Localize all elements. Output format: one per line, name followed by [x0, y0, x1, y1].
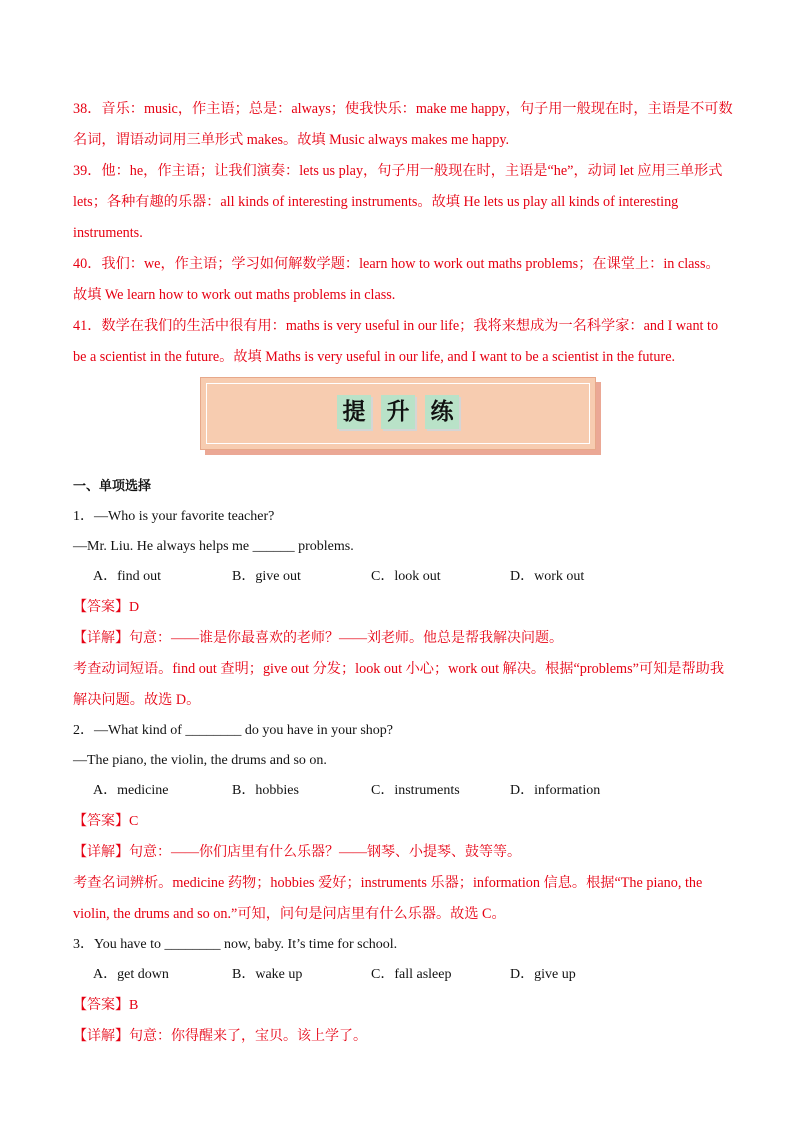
option-d: D．information	[510, 783, 601, 798]
question-line: —Mr. Liu. He always helps me ______ problems.	[73, 539, 354, 554]
explanation-39: 39．他：he，作主语；让我们演奏：lets us play，句子用一般现在时，主语是“he”，动词 let 应用三单形式 lets；各种有趣的乐器：all kinds of interesting instruments。故填 He lets us play all kinds of interesting instruments.	[73, 163, 723, 241]
banner-char-2: 升	[381, 395, 415, 429]
option-b: B．hobbies	[232, 783, 299, 798]
banner-char-1: 提	[337, 395, 371, 429]
options	[73, 776, 733, 806]
question-2	[73, 716, 733, 930]
option-d: D．give up	[510, 967, 576, 982]
explanation-38: 38．音乐：music，作主语；总是：always；使我快乐：make me happy，句子用一般现在时，主语是不可数名词，谓语动词用三单形式 makes。故填 Music always makes me happy.	[73, 101, 733, 148]
answer-value: C	[129, 814, 139, 829]
detail-tag: 【详解】	[73, 630, 129, 646]
detail	[73, 623, 733, 654]
answer-value: D	[129, 600, 140, 615]
question-line: 2．—What kind of ________ do you have in your shop?	[73, 723, 394, 738]
question-3	[73, 930, 733, 1052]
detail	[73, 1021, 733, 1052]
option-b: B．wake up	[232, 967, 303, 982]
detail-text: 句意：——你们店里有什么乐器？——钢琴、小提琴、鼓等等。	[129, 845, 521, 860]
options	[73, 960, 733, 990]
question-line: —The piano, the violin, the drums and so on.	[73, 753, 327, 768]
detail-text: 句意：——谁是你最喜欢的老师？——刘老师。他总是帮我解决问题。	[129, 631, 563, 646]
detail	[73, 837, 733, 868]
detail-tag: 【详解】	[73, 1028, 129, 1044]
section-title: 一、单项选择	[73, 479, 152, 494]
option-c: C．fall asleep	[371, 967, 452, 982]
option-c: C．look out	[371, 569, 441, 584]
detail-tag: 【详解】	[73, 844, 129, 860]
answer-tag: 【答案】	[73, 813, 129, 829]
detail-text: 考查动词短语。find out 查明；give out 分发；look out 小心；work out 解决。根据“problems”可知是帮助我解决问题。故选 D。	[73, 661, 725, 708]
answer-tag: 【答案】	[73, 997, 129, 1013]
option-a: A．find out	[93, 569, 162, 584]
option-a: A．get down	[93, 967, 169, 982]
answer-tag: 【答案】	[73, 599, 129, 615]
option-b: B．give out	[232, 569, 301, 584]
banner-box	[200, 377, 596, 450]
option-a: A．medicine	[93, 783, 169, 798]
question-line: 3．You have to ________ now, baby. It’s time for school.	[73, 937, 398, 952]
option-c: C．instruments	[371, 783, 460, 798]
question-line: 1．—Who is your favorite teacher?	[73, 509, 275, 524]
page-content	[73, 94, 733, 1052]
detail-text: 句意：你得醒来了，宝贝。该上学了。	[129, 1029, 367, 1044]
answer-value: B	[129, 998, 139, 1013]
answer	[73, 990, 733, 1021]
answer	[73, 592, 733, 623]
question-1	[73, 502, 733, 716]
answer	[73, 806, 733, 837]
explanation-40: 40．我们：we，作主语；学习如何解数学题：learn how to work out maths problems；在课堂上：in class。故填 We learn how to work out maths problems in class.	[73, 256, 720, 303]
options	[73, 562, 733, 592]
banner-char-3: 练	[425, 395, 459, 429]
section-banner	[200, 377, 600, 454]
option-d: D．work out	[510, 569, 585, 584]
detail-text: 考查名词辨析。medicine 药物；hobbies 爱好；instruments 乐器；information 信息。根据“The piano, the violin, the drums and so on.”可知，问句是问店里有什么乐器。故选 C。	[73, 875, 703, 922]
explanation-41: 41．数学在我们的生活中很有用：maths is very useful in our life；我将来想成为一名科学家：and I want to be a scientist in the future。故填 Maths is very useful in our life, and I want to be a scientist in the future.	[73, 318, 719, 365]
